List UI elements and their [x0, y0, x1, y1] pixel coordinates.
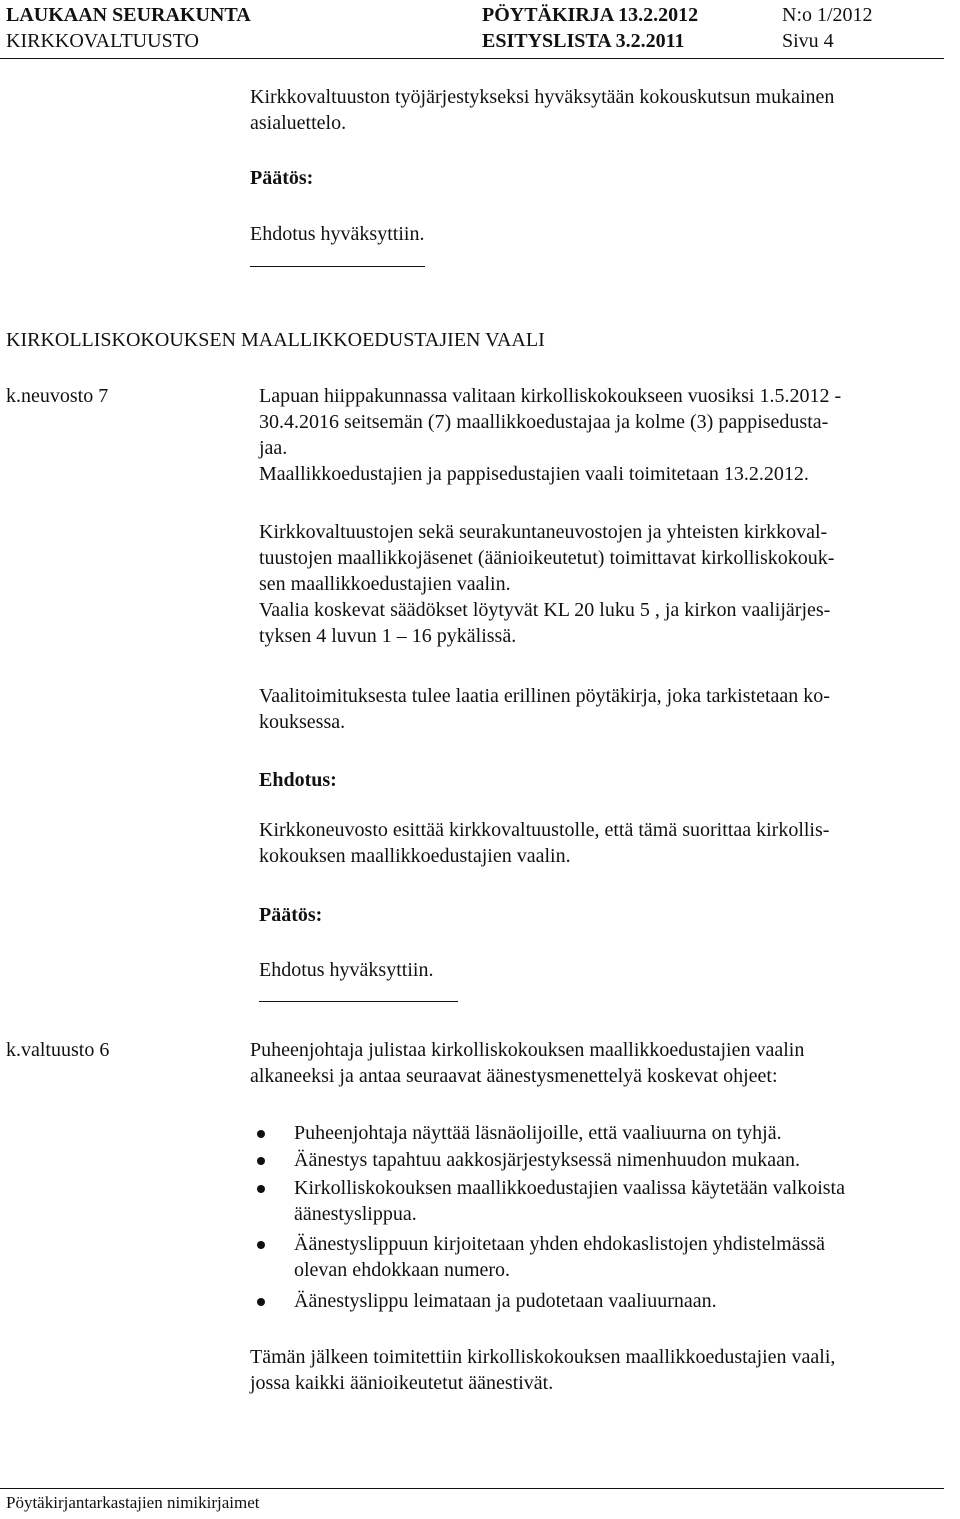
org-name: LAUKAAN SEURAKUNTA [6, 4, 251, 26]
text-line: Kirkkovaltuustojen sekä seurakuntaneuvostojen ja yhteisten kirkkoval- [259, 521, 828, 543]
text-line: tyksen 4 luvun 1 – 16 pykälissä. [259, 625, 517, 647]
section-title: KIRKOLLISKOKOUKSEN MAALLIKKOEDUSTAJIEN VAALI [6, 329, 545, 351]
bullet-icon [257, 1298, 265, 1306]
footer-text: Pöytäkirjantarkastajien nimikirjaimet [6, 1493, 260, 1512]
text-line: Maallikkoedustajien ja pappisedustajien vaali toimitetaan 13.2.2012. [259, 463, 809, 485]
text-line: olevan ehdokkaan numero. [294, 1259, 511, 1281]
text-line: alkaneeksi ja antaa seuraavat äänestysmenettelyä koskevat ohjeet: [250, 1065, 778, 1087]
text-line: Lapuan hiippakunnassa valitaan kirkolliskokoukseen vuosiksi 1.5.2012 - [259, 385, 842, 407]
intro-line-2: asialuettelo. [250, 112, 347, 134]
body-name: KIRKKOVALTUUSTO [6, 30, 199, 52]
text-line: jaa. [259, 437, 288, 459]
doc-agenda-label: ESITYSLISTA 3.2.2011 [482, 30, 685, 52]
footer-rule [0, 1488, 944, 1489]
page-number: Sivu 4 [782, 30, 834, 52]
list-item: Äänestys tapahtuu aakkosjärjestyksessä nimenhuudon mukaan. [294, 1149, 800, 1171]
paragraph-protocol [259, 683, 830, 735]
board-reference: k.neuvosto 7 [6, 385, 109, 407]
text-line: 30.4.2016 seitsemän (7) maallikkoedustajaa ja kolme (3) pappisedusta- [259, 411, 829, 433]
text-line: tuustojen maallikkojäsenet (äänioikeutetut) toimittavat kirkolliskokouk- [259, 547, 835, 569]
list-item [294, 1231, 825, 1283]
intro-decision-label: Päätös: [250, 167, 314, 189]
doc-minutes-label: PÖYTÄKIRJA 13.2.2012 [482, 4, 699, 26]
separator-line [259, 1001, 458, 1002]
separator-line [250, 266, 425, 267]
council-intro [250, 1037, 804, 1089]
text-line: sen maallikkoedustajien vaalin. [259, 573, 511, 595]
text-line: jossa kaikki äänioikeutetut äänestivät. [250, 1372, 554, 1394]
paragraph-voters [259, 519, 834, 649]
proposal-text [259, 817, 829, 869]
text-line: äänestyslippua. [294, 1203, 417, 1225]
text-line: Puheenjohtaja julistaa kirkolliskokouksen maallikkoedustajien vaalin [250, 1039, 805, 1061]
text-line: Kirkkoneuvosto esittää kirkkovaltuustolle, että tämä suorittaa kirkollis- [259, 819, 830, 841]
text-line: Vaalia koskevat säädökset löytyvät KL 20 luku 5 , ja kirkon vaalijärjes- [259, 599, 831, 621]
list-item: Puheenjohtaja näyttää läsnäolijoille, että vaaliuurna on tyhjä. [294, 1122, 782, 1144]
text-line: kouksessa. [259, 711, 346, 733]
section-decision-label: Päätös: [259, 904, 323, 926]
text-line: kokouksen maallikkoedustajien vaalin. [259, 845, 571, 867]
bullet-icon [257, 1241, 265, 1249]
section-decision: Ehdotus hyväksyttiin. [259, 959, 434, 981]
bullet-icon [257, 1130, 265, 1138]
text-line: Tämän jälkeen toimitettiin kirkolliskokouksen maallikkoedustajien vaali, [250, 1346, 836, 1368]
list-item: Äänestyslippu leimataan ja pudotetaan vaaliuurnaan. [294, 1290, 717, 1312]
closing-paragraph [250, 1344, 835, 1396]
bullet-icon [257, 1185, 265, 1193]
list-item [294, 1175, 845, 1227]
document-number: N:o 1/2012 [782, 4, 873, 26]
text-line: Kirkolliskokouksen maallikkoedustajien vaalissa käytetään valkoista [294, 1177, 845, 1199]
paragraph-background [259, 383, 841, 487]
text-line: Äänestyslippuun kirjoitetaan yhden ehdokaslistojen yhdistelmässä [294, 1233, 826, 1255]
text-line: Vaalitoimituksesta tulee laatia erillinen pöytäkirja, joka tarkistetaan ko- [259, 685, 830, 707]
intro-decision: Ehdotus hyväksyttiin. [250, 223, 425, 245]
proposal-label: Ehdotus: [259, 769, 337, 791]
intro-line-1: Kirkkovaltuuston työjärjestykseksi hyväksytään kokouskutsun mukainen [250, 86, 835, 108]
header-rule [0, 58, 944, 59]
bullet-icon [257, 1157, 265, 1165]
council-reference: k.valtuusto 6 [6, 1039, 110, 1061]
